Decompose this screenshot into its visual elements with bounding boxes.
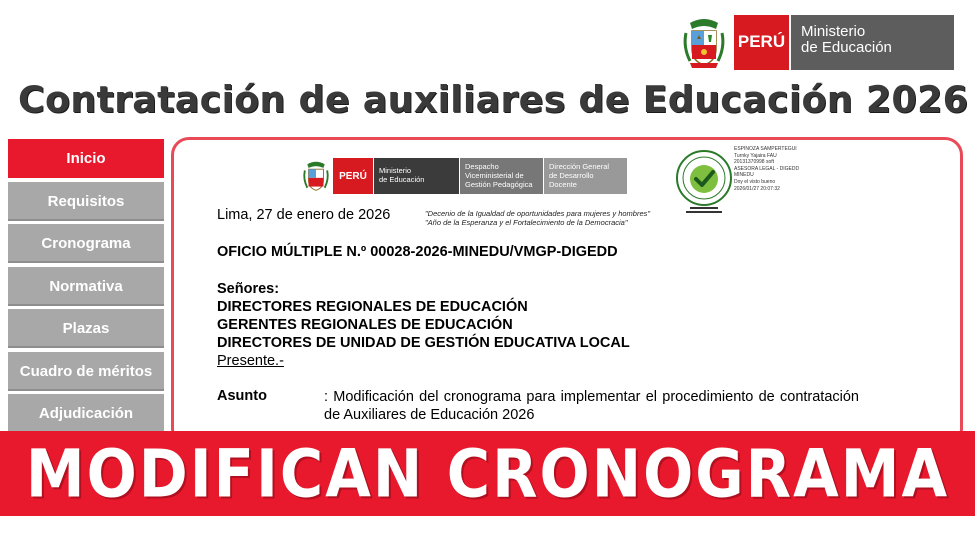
decenio-line2: "Año de la Esperanza y el Fortalecimiento de la Democracia" (425, 218, 628, 227)
document-coat-of-arms-icon (301, 158, 331, 194)
digital-signature-block (734, 146, 844, 192)
document-ministry-line1: Ministerio (379, 166, 412, 175)
document-peru-block (333, 158, 373, 194)
document-asunto-label: Asunto (217, 388, 267, 404)
page-title: Contratación de auxiliares de Educación 2026 (18, 78, 969, 121)
headline-banner (0, 431, 975, 516)
document-dir-line1: Dirección General (549, 162, 610, 171)
document-date: Lima, 27 de enero de 2026 (217, 207, 391, 223)
document-vice-line3: Gestión Pedagógica (465, 180, 533, 189)
decenio-line1: "Decenio de la Igualdad de oportunidades para mujeres y hombres" (425, 209, 651, 218)
ministry-logo-line2: de Educación (801, 38, 892, 56)
document-dir-line2: de Desarrollo (549, 171, 594, 180)
sidebar-item-adjudicacion[interactable]: Adjudicación (8, 394, 164, 433)
signature-line1: ESPINOZA SAMPERTEGUI (734, 146, 797, 152)
signature-line5: MINEDU (734, 172, 754, 179)
sidebar-item-requisitos[interactable]: Requisitos (8, 182, 164, 221)
document-decenio (425, 209, 650, 227)
sidebar-nav (8, 139, 164, 437)
signature-line7: 2026/01/27 20:07:32 (734, 185, 780, 192)
peru-logo-text: PERÚ (737, 32, 786, 51)
signature-line6: Doy el visto bueno (734, 178, 776, 185)
document-recipient-1: DIRECTORES REGIONALES DE EDUCACIÓN (217, 299, 528, 315)
peru-logo-block (734, 15, 789, 70)
minedu-logo (680, 12, 960, 72)
sidebar-item-inicio[interactable]: Inicio (8, 139, 164, 178)
sidebar-item-plazas[interactable]: Plazas (8, 309, 164, 348)
ministry-logo-line1: Ministerio (801, 22, 866, 40)
document-vice-line1: Despacho (465, 162, 499, 171)
document-presente: Presente.- (217, 353, 284, 369)
document-peru-text: PERÚ (339, 170, 367, 182)
document-direction-block (543, 158, 627, 194)
sidebar-item-normativa[interactable]: Normativa (8, 267, 164, 306)
document-recipient-3: DIRECTORES DE UNIDAD DE GESTIÓN EDUCATIVA LOCAL (217, 335, 630, 351)
document-vice-line2: Viceministerial de (465, 171, 524, 180)
sidebar-item-cuadro-de-meritos[interactable]: Cuadro de méritos (8, 352, 164, 391)
sidebar-item-cronograma[interactable]: Cronograma (8, 224, 164, 263)
signature-line4: ASESORA LEGAL - DIGEDD (734, 165, 800, 172)
document-recipient-2: GERENTES REGIONALES DE EDUCACIÓN (217, 317, 513, 333)
document-salutation: Señores: (217, 281, 280, 297)
signature-line3: 20131370998 soft (734, 159, 775, 166)
document-asunto-text: : Modificación del cronograma para implementar el procedimiento de contratación de Auxiliares de Educación 2026 (324, 389, 859, 423)
document-ministry-block (373, 158, 459, 194)
ministry-logo-block (789, 15, 954, 70)
visto-bueno-seal-icon (674, 148, 734, 214)
headline-banner-text: MODIFICAN CRONOGRAMA (25, 434, 950, 513)
document-letterhead (301, 158, 627, 194)
document-ministry-line2: de Educación (379, 175, 425, 184)
document-dir-line3: Docente (549, 180, 577, 189)
peru-coat-of-arms-icon (680, 13, 728, 71)
document-oficio-number: OFICIO MÚLTIPLE N.º 00028-2026-MINEDU/VMGP-DIGEDD (217, 244, 618, 260)
signature-line2: Turnky Yajaira FAU (734, 152, 777, 159)
document-vice-block (459, 158, 543, 194)
document-preview (171, 137, 963, 447)
